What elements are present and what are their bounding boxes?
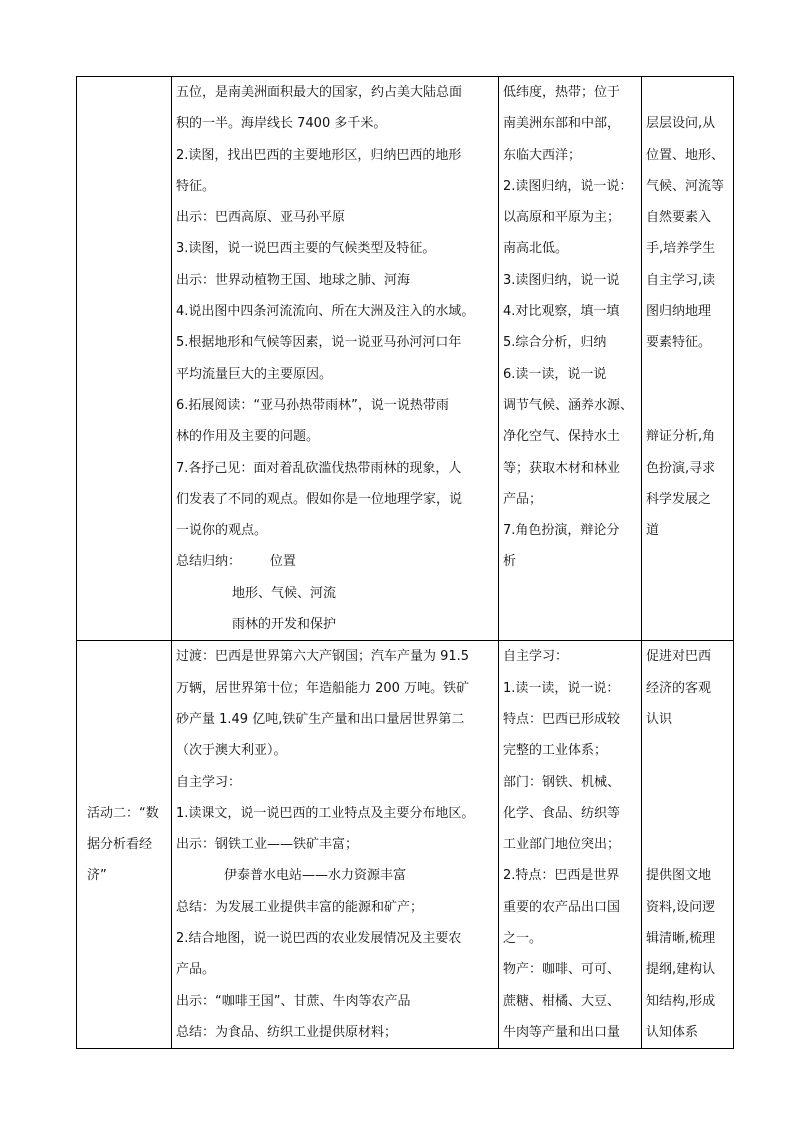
text-line: 辑清晰,梳理 (646, 931, 716, 947)
text-line: 净化空气、保持水土 (503, 429, 621, 445)
text-line: 3.读图，说一说巴西主要的气候类型及特征。 (176, 241, 436, 257)
spacer (646, 735, 729, 766)
activity-title-cell (77, 641, 172, 1049)
text-line: 蔗糖、柑橘、大豆、 (503, 993, 621, 1009)
text-line: 2.读图归纳，说一说： (503, 178, 633, 194)
text-line: 之一。 (503, 931, 543, 947)
text-line: 析 (503, 554, 517, 570)
text-line: 一说你的观点。 (176, 523, 268, 539)
text-line: 气候、河流等 (646, 178, 725, 194)
text-line: 总结：为发展工业提供丰富的能源和矿产； (176, 899, 424, 915)
text-line: 道 (646, 523, 660, 539)
text-line: 调节气候、涵养水源、 (503, 397, 634, 413)
text-line: 南美洲东部和中部， (503, 116, 621, 132)
text-line: 2.读图，找出巴西的主要地形区，归纳巴西的地形 (176, 147, 462, 163)
text-line: 3.读图归纳，说一说 (503, 272, 620, 288)
text-line: 产品； (503, 491, 543, 507)
student-activity-cell (499, 641, 642, 1049)
text-line: 出示：钢铁工业——铁矿丰富； (176, 837, 359, 853)
text-line: 出示：巴西高原、亚马孙平原 (176, 210, 346, 226)
text-line: 特点：巴西已形成较 (503, 711, 621, 727)
text-line: 化学、食品、纺织等 (503, 805, 621, 821)
text-line: 5.根据地形和气候等因素，说一说亚马孙河河口年 (176, 335, 462, 351)
text-line: 7.角色扮演，辩论分 (503, 523, 620, 539)
text-line: 总结：为食品、纺织工业提供原材料； (176, 1024, 398, 1040)
text-line: 林的作用及主要的问题。 (176, 429, 320, 445)
text-line: 完整的工业体系； (503, 743, 608, 759)
text-line: 5.综合分析，归纳 (503, 335, 607, 351)
text-line: 部门：钢铁、机械、 (503, 774, 621, 790)
text-line: 知结构,形成 (646, 993, 716, 1009)
text-line: 1.读课文，说一说巴西的工业特点及主要分布地区。 (176, 805, 475, 821)
text-line: 重要的农产品出口国 (503, 899, 621, 915)
spacer (646, 359, 729, 390)
text-line: 辩证分析,角 (646, 429, 716, 445)
spacer (646, 798, 729, 829)
text-line: （次于澳大利亚）。 (176, 743, 287, 759)
text-line: 资料,设问逻 (646, 899, 716, 915)
text-line: 色扮演,寻求 (646, 460, 716, 476)
design-intent-cell (642, 641, 734, 1049)
text-line: 7.各抒己见：面对着乱砍滥伐热带雨林的现象，人 (176, 460, 462, 476)
text-line: 4.说出图中四条河流流向、所在大洲及注入的水域。 (176, 304, 475, 320)
text-line: 平均流量巨大的主要原因。 (176, 366, 333, 382)
text-line: 积的一半。海岸线长 7400 多千米。 (176, 116, 387, 132)
activity-title-line: 据分析看经 (87, 837, 153, 853)
text-line: 6.拓展阅读：“亚马孙热带雨林”，说一说热带雨 (176, 397, 449, 413)
summary-line: 总结归纳： 位置 (176, 554, 296, 570)
text-line: 产品。 (176, 962, 216, 978)
text-line: 五位，是南美洲面积最大的国家，约占美大陆总面 (176, 85, 463, 100)
text-line: 牛肉等产量和出口量 (503, 1024, 621, 1040)
text-line: 1.读一读，说一说： (503, 680, 620, 696)
text-line: 手,培养学生 (646, 241, 716, 257)
design-intent-cell (642, 77, 734, 641)
text-line: 出示：“咖啡王国”、甘蔗、牛肉等农产品 (176, 993, 411, 1009)
text-line: 们发表了不同的观点。假如你是一位地理学家，说 (176, 491, 463, 507)
text-line: 万辆，居世界第十位；年造船能力 200 万吨。铁矿 (176, 680, 470, 696)
text-line: 认知体系 (646, 1024, 699, 1040)
text-line: 位置、地形、 (646, 147, 725, 163)
text-line: 认识 (646, 711, 673, 727)
text-line: 促进对巴西 (646, 649, 712, 665)
text-line: 要素特征。 (646, 335, 712, 351)
text-line: 过渡：巴西是世界第六大产钢国；汽车产量为 91.5 (176, 649, 470, 665)
text-line: 经济的客观 (646, 680, 712, 696)
text-line: 出示：世界动植物王国、地球之肺、河海 (176, 272, 411, 288)
text-line: 伊泰普水电站——水力资源丰富 (224, 868, 407, 884)
text-line: 自主学习： (503, 649, 569, 665)
activity-title-line: 济” (87, 868, 107, 884)
spacer (646, 829, 729, 860)
text-line: 提纲,建构认 (646, 962, 716, 978)
text-line: 自主学习： (176, 774, 242, 790)
summary-line: 雨林的开发和保护 (232, 617, 337, 633)
text-line: 砂产量 1.49 亿吨,铁矿生产量和出口量居世界第二 (176, 711, 465, 727)
summary-line: 地形、气候、河流 (232, 585, 337, 601)
text-line: 2.特点：巴西是世界 (503, 868, 620, 884)
text-line: 2.结合地图，说一说巴西的农业发展情况及主要农 (176, 931, 462, 947)
activity-cell-empty (77, 77, 172, 641)
text-line: 特征。 (176, 178, 216, 194)
text-line: 4.对比观察，填一填 (503, 304, 620, 320)
text-line: 物产：咖啡、可可、 (503, 962, 621, 978)
text-line: 6.读一读，说一说 (503, 366, 607, 382)
text-line: 以高原和平原为主； (503, 210, 621, 226)
spacer (646, 77, 729, 108)
text-line: 南高北低。 (503, 241, 569, 257)
text-line: 自然要素入 (646, 210, 712, 226)
text-line: 东临大西洋； (503, 147, 582, 163)
text-line: 图归纳地理 (646, 304, 712, 320)
spacer (646, 767, 729, 798)
table-row (77, 77, 734, 641)
teacher-activity-cell (172, 77, 499, 641)
table-row (77, 641, 734, 1049)
text-line: 层层设问,从 (646, 116, 716, 132)
text-line: 工业部门地位突出； (503, 837, 621, 853)
text-line: 提供图文地 (646, 868, 712, 884)
text-line: 等；获取木材和林业 (503, 460, 621, 476)
text-line: 低纬度，热带；位于 (503, 85, 621, 100)
text-line: 自主学习,读 (646, 272, 716, 288)
activity-title-line: 活动二：“数 (87, 806, 159, 822)
teacher-activity-cell (172, 641, 499, 1049)
spacer (646, 390, 729, 421)
lesson-plan-table (76, 76, 734, 1049)
student-activity-cell (499, 77, 642, 641)
text-line: 科学发展之 (646, 491, 712, 507)
